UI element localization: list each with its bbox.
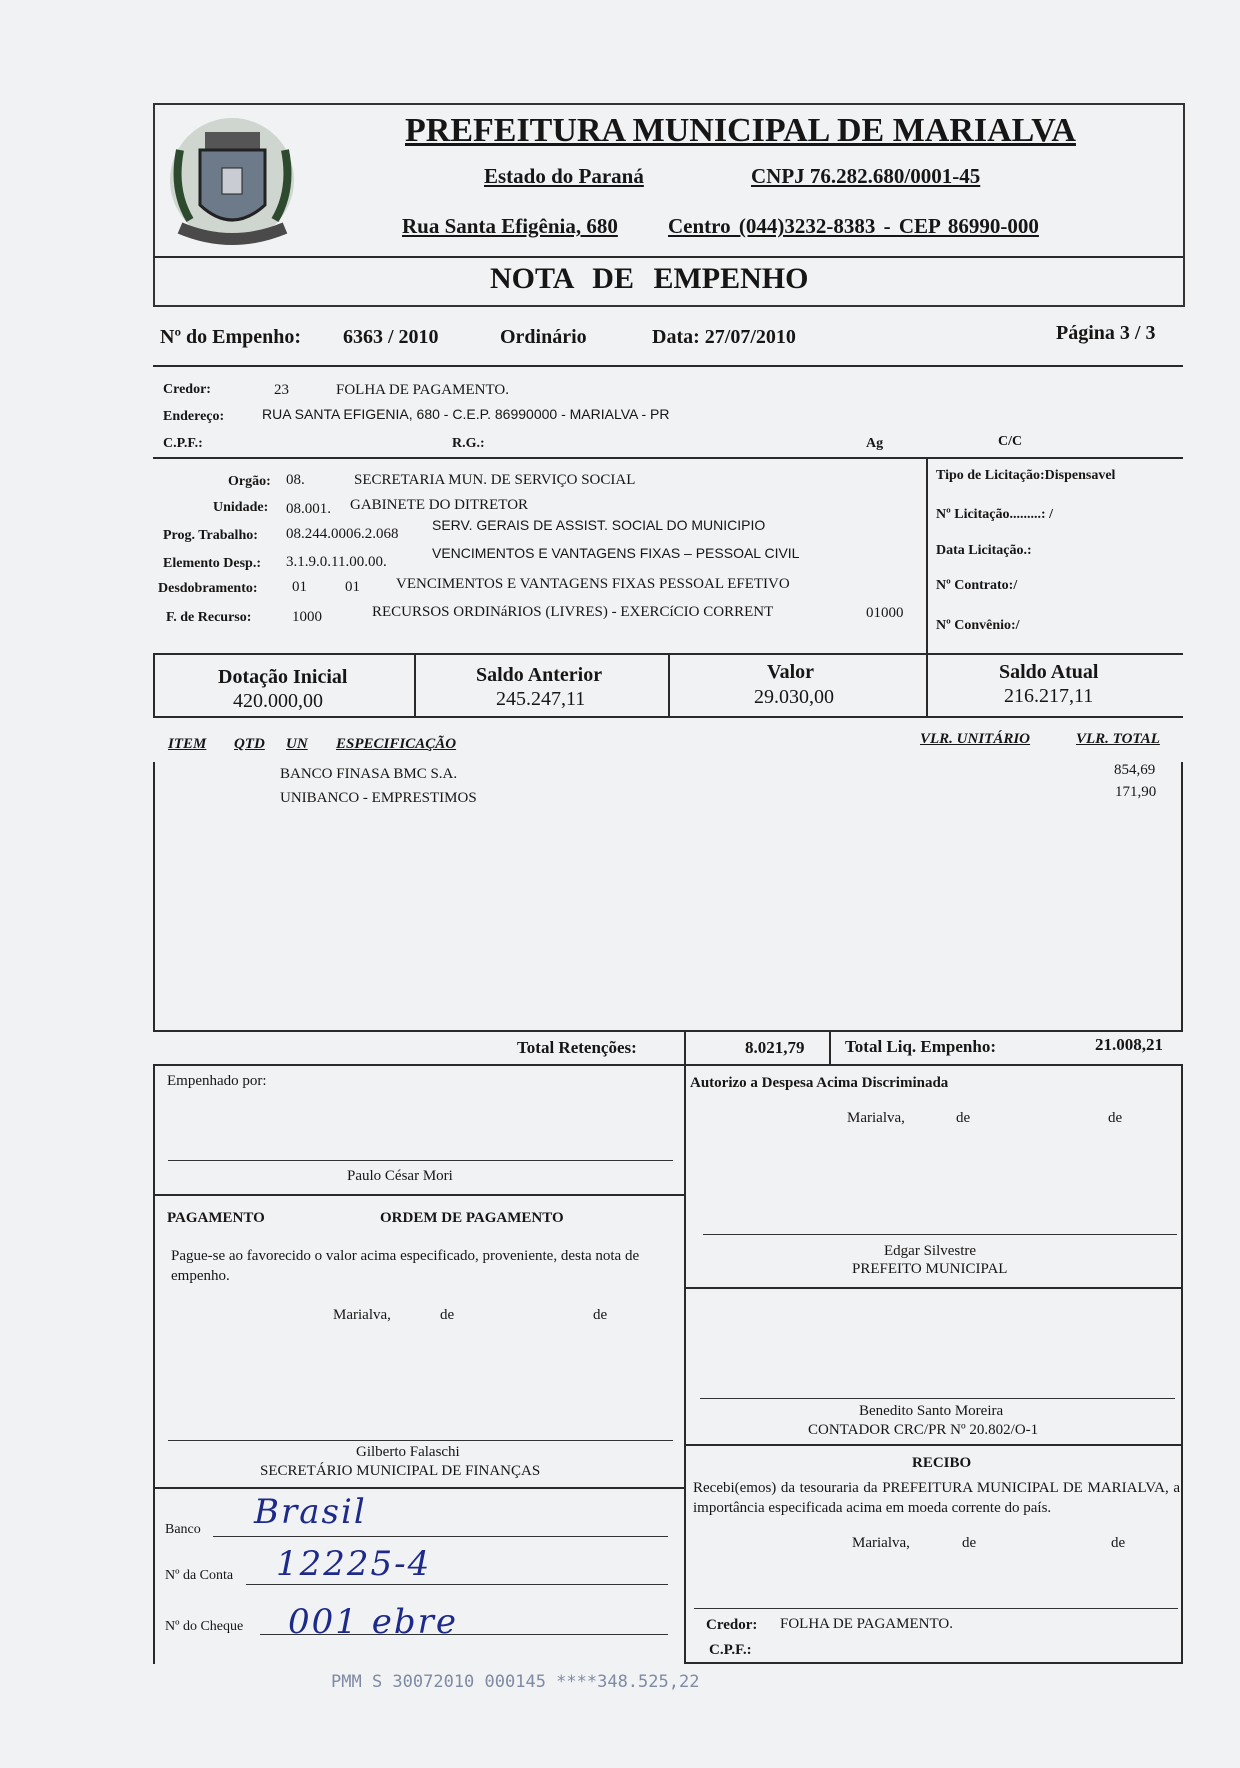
empenho-type: Ordinário — [500, 326, 587, 348]
cnpj-label: CNPJ 76.282.680/0001-45 — [751, 164, 981, 188]
recibo-credor-label: Credor: — [706, 1617, 758, 1633]
coat-of-arms — [160, 110, 305, 258]
conta-label: Nº da Conta — [165, 1568, 234, 1583]
prefeito-role: PREFEITO MUNICIPAL — [852, 1261, 1008, 1277]
state-label: Estado do Paraná — [484, 164, 644, 188]
total-retencoes-label: Total Retenções: — [517, 1038, 637, 1057]
valor-label: Valor — [767, 661, 815, 683]
orgao-label: Orgão: — [228, 474, 271, 489]
elem-name: VENCIMENTOS E VANTAGENS FIXAS – PESSOAL CIVIL — [432, 545, 800, 561]
endereco-label: Endereço: — [163, 409, 225, 424]
licitacao-numero: Nº Licitação.........: / — [936, 507, 1053, 522]
col-unit: VLR. UNITÁRIO — [920, 731, 1031, 747]
licitacao-contrato: Nº Contrato:/ — [936, 578, 1018, 593]
recibo-de-1: de — [962, 1535, 977, 1551]
contador-name: Benedito Santo Moreira — [859, 1403, 1004, 1419]
list-item-total: 854,69 — [1114, 762, 1156, 778]
desd-label: Desdobramento: — [158, 581, 258, 596]
orgao-name: SECRETARIA MUN. DE SERVIÇO SOCIAL — [354, 472, 636, 488]
cpf-label: C.P.F.: — [163, 436, 203, 451]
empenho-date: Data: 27/07/2010 — [652, 326, 796, 348]
list-item-total: 171,90 — [1115, 784, 1157, 800]
recurso-extra: 01000 — [866, 605, 904, 621]
col-total: VLR. TOTAL — [1076, 731, 1160, 747]
col-qtd: QTD — [234, 736, 265, 752]
saldo-anterior-value: 245.247,11 — [496, 688, 586, 710]
recibo-title: RECIBO — [912, 1455, 972, 1471]
secretario-name: Gilberto Falaschi — [356, 1444, 460, 1460]
rg-label: R.G.: — [452, 436, 485, 451]
conta-handwriting: 12225-4 — [276, 1544, 432, 1584]
licitacao-convenio: Nº Convênio:/ — [936, 618, 1020, 633]
street-label: Rua Santa Efigênia, 680 — [402, 214, 618, 238]
autorizo-title: Autorizo a Despesa Acima Discriminada — [690, 1075, 949, 1091]
col-un: UN — [286, 736, 308, 752]
total-retencoes-value: 8.021,79 — [745, 1038, 805, 1057]
list-item: BANCO FINASA BMC S.A. — [280, 766, 458, 782]
credor-label: Credor: — [163, 382, 211, 397]
recurso-code: 1000 — [292, 609, 322, 625]
autorizo-de-1: de — [956, 1110, 971, 1126]
list-item: UNIBANCO - EMPRESTIMOS — [280, 790, 477, 806]
col-espec: ESPECIFICAÇÃO — [336, 736, 457, 752]
saldo-anterior-label: Saldo Anterior — [476, 664, 603, 686]
recibo-text: Recebi(emos) da tesouraria da PREFEITURA MUNICIPAL DE MARIALVA, a importância especificada acima em moeda corrente do país. — [693, 1480, 1180, 1516]
col-item: ITEM — [168, 736, 207, 752]
pagamento-de-2: de — [593, 1307, 608, 1323]
ag-label: Ag — [866, 436, 884, 451]
empenhado-name: Paulo César Mori — [347, 1168, 453, 1184]
empenhado-label: Empenhado por: — [167, 1073, 267, 1089]
page-title: PREFEITURA MUNICIPAL DE MARIALVA — [405, 112, 1076, 149]
ordem-label: ORDEM DE PAGAMENTO — [380, 1210, 564, 1226]
desd-code-1: 01 — [292, 579, 307, 595]
prog-code: 08.244.0006.2.068 — [286, 526, 399, 542]
banco-label: Banco — [165, 1522, 201, 1537]
credor-name: FOLHA DE PAGAMENTO. — [336, 382, 509, 398]
empenho-number: 6363 / 2010 — [343, 326, 439, 348]
doc-title: NOTA DE EMPENHO — [490, 262, 809, 295]
machine-stamp: PMM S 30072010 000145 ****348.525,22 — [331, 1672, 700, 1692]
pagamento-de-1: de — [440, 1307, 455, 1323]
recurso-label: F. de Recurso: — [166, 610, 252, 625]
orgao-code: 08. — [286, 472, 305, 488]
unidade-name: GABINETE DO DITRETOR — [350, 497, 529, 513]
pagamento-city: Marialva, — [333, 1307, 391, 1323]
endereco-value: RUA SANTA EFIGENIA, 680 - C.E.P. 86990000 - MARIALVA - PR — [262, 406, 670, 422]
recibo-city: Marialva, — [852, 1535, 910, 1551]
desd-code-2: 01 — [345, 579, 360, 595]
total-liquido-label: Total Liq. Empenho: — [845, 1037, 996, 1056]
valor-value: 29.030,00 — [754, 686, 834, 708]
pagamento-text: Pague-se ao favorecido o valor acima especificado, proveniente, desta nota de empenho. — [171, 1248, 640, 1284]
saldo-atual-label: Saldo Atual — [999, 661, 1099, 683]
prog-name: SERV. GERAIS DE ASSIST. SOCIAL DO MUNICIPIO — [432, 517, 766, 533]
prefeito-name: Edgar Silvestre — [884, 1243, 977, 1259]
secretario-role: SECRETÁRIO MUNICIPAL DE FINANÇAS — [260, 1463, 541, 1479]
unidade-code: 08.001. — [286, 501, 331, 517]
prog-label: Prog. Trabalho: — [163, 528, 258, 543]
recibo-credor-value: FOLHA DE PAGAMENTO. — [780, 1616, 953, 1632]
banco-handwriting: Brasil — [254, 1492, 367, 1532]
dotacao-value: 420.000,00 — [233, 690, 323, 712]
autorizo-de-2: de — [1108, 1110, 1123, 1126]
recibo-cpf-label: C.P.F.: — [709, 1642, 752, 1658]
contador-role: CONTADOR CRC/PR Nº 20.802/O-1 — [808, 1422, 1039, 1438]
dotacao-label: Dotação Inicial — [218, 666, 348, 688]
empenho-label: Nº do Empenho: — [160, 326, 302, 348]
unidade-label: Unidade: — [213, 500, 269, 515]
elem-code: 3.1.9.0.11.00.00. — [286, 554, 387, 570]
total-liquido-value: 21.008,21 — [1095, 1035, 1163, 1054]
cc-label: C/C — [998, 434, 1023, 449]
elem-label: Elemento Desp.: — [163, 556, 261, 571]
pagamento-label: PAGAMENTO — [167, 1210, 265, 1226]
cheque-label: Nº do Cheque — [165, 1619, 244, 1634]
licitacao-tipo: Tipo de Licitação:Dispensavel — [936, 468, 1116, 483]
recurso-name: RECURSOS ORDINáRIOS (LIVRES) - EXERCíCIO CORRENT — [372, 604, 774, 620]
credor-code: 23 — [274, 382, 289, 398]
address-label: Centro (044)3232-8383 - CEP 86990-000 — [668, 214, 1039, 238]
autorizo-city: Marialva, — [847, 1110, 905, 1126]
desd-name: VENCIMENTOS E VANTAGENS FIXAS PESSOAL EFETIVO — [396, 576, 790, 592]
licitacao-data: Data Licitação.: — [936, 543, 1032, 558]
recibo-de-2: de — [1111, 1535, 1126, 1551]
page-number: Página 3 / 3 — [1056, 322, 1156, 344]
cheque-handwriting: 001 ebre — [288, 1602, 458, 1642]
saldo-atual-value: 216.217,11 — [1004, 685, 1094, 707]
